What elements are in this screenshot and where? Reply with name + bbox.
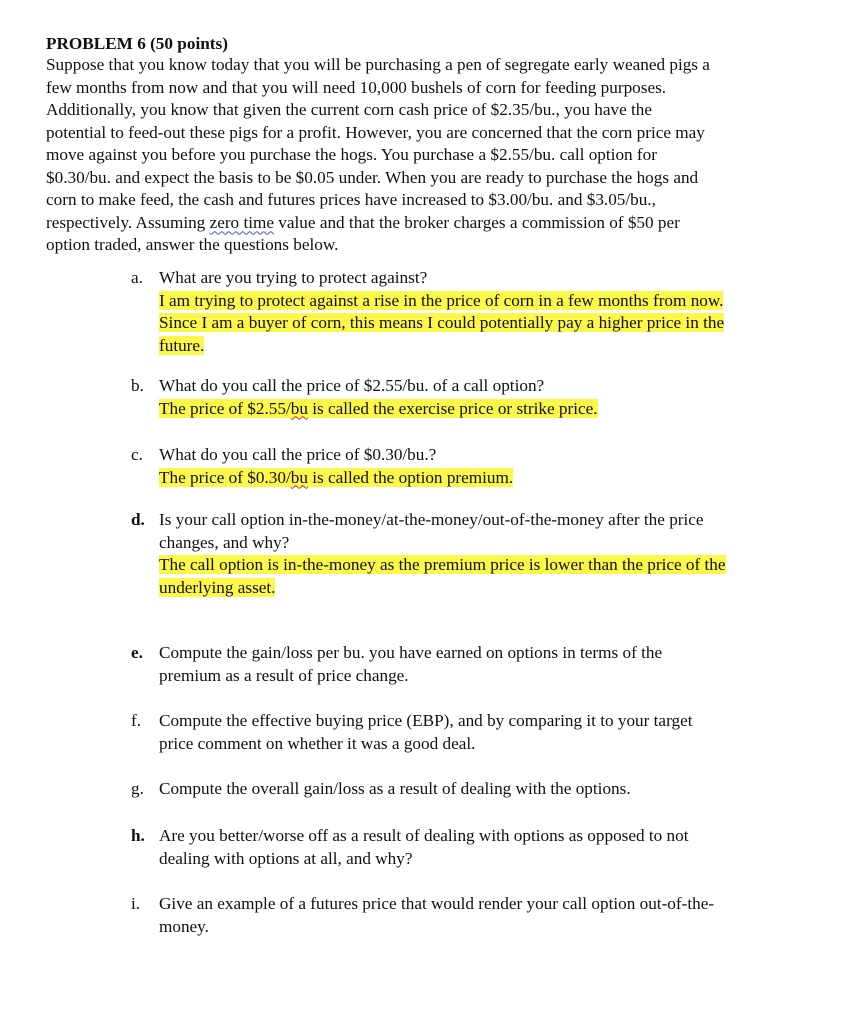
question-text: price comment on whether it was a good deal. xyxy=(159,733,476,753)
question-label: h. xyxy=(131,826,145,845)
question-c xyxy=(131,444,821,489)
question-text: dealing with options at all, and why? xyxy=(159,848,413,868)
answer-c xyxy=(159,467,821,490)
problem-intro xyxy=(46,54,816,257)
question-f xyxy=(131,710,821,755)
question-text: Is your call option in-the-money/at-the-money/out-of-the-money after the price xyxy=(159,510,704,529)
intro-line: $0.30/bu. and expect the basis to be $0.05 under. When you are ready to purchase the hogs and xyxy=(46,167,699,187)
highlighted-answer-line: I am trying to protect against a rise in the price of corn in a few months from now. xyxy=(159,290,724,310)
intro-line: move against you before you purchase the hogs. You purchase a $2.55/bu. call option for xyxy=(46,145,657,164)
answer-text: is called the exercise price or strike price. xyxy=(307,398,598,418)
question-text: What are you trying to protect against? xyxy=(159,268,428,287)
question-i xyxy=(131,893,821,938)
question-text: premium as a result of price change. xyxy=(159,665,409,685)
intro-text: value and that the broker charges a commission of $50 per xyxy=(274,212,680,232)
highlighted-answer-line xyxy=(159,399,598,418)
question-text: What do you call the price of $2.55/bu. of a call option? xyxy=(159,376,545,395)
intro-line: Additionally, you know that given the current corn cash price of $2.35/bu., you have the xyxy=(46,100,653,119)
grammar-flagged-phrase[interactable]: zero time xyxy=(209,212,274,232)
spelling-flagged-word[interactable]: bu xyxy=(290,467,308,487)
intro-line: potential to feed-out these pigs for a profit. However, you are concerned that the corn price may xyxy=(46,122,705,142)
question-text: Compute the overall gain/loss as a result of dealing with the options. xyxy=(159,779,631,798)
answer-b xyxy=(159,398,821,421)
answer-d xyxy=(159,554,821,599)
question-a xyxy=(131,267,821,357)
question-text: Are you better/worse off as a result of dealing with options as opposed to not xyxy=(159,826,689,845)
question-d xyxy=(131,509,821,599)
intro-line: option traded, answer the questions below. xyxy=(46,235,339,254)
problem-title: PROBLEM 6 (50 points) xyxy=(46,34,228,53)
question-label: g. xyxy=(131,779,144,798)
question-text: changes, and why? xyxy=(159,532,290,552)
question-text: Compute the effective buying price (EBP), and by comparing it to your target xyxy=(159,711,693,730)
question-text: Compute the gain/loss per bu. you have earned on options in terms of the xyxy=(159,643,663,662)
intro-line: corn to make feed, the cash and futures prices have increased to $3.00/bu. and $3.05/bu., xyxy=(46,190,656,209)
question-b xyxy=(131,375,821,420)
highlighted-answer-line xyxy=(159,468,513,487)
answer-a xyxy=(159,290,821,358)
question-text: Give an example of a futures price that would render your call option out-of-the- xyxy=(159,894,715,913)
question-label: a. xyxy=(131,268,143,287)
intro-line: few months from now and that you will need 10,000 bushels of corn for feeding purposes. xyxy=(46,77,667,97)
question-label: f. xyxy=(131,711,142,730)
question-label: d. xyxy=(131,510,145,529)
question-g xyxy=(131,778,821,801)
highlighted-answer-line: The call option is in-the-money as the premium price is lower than the price of the xyxy=(159,555,726,574)
question-label: i. xyxy=(131,894,141,913)
question-text: money. xyxy=(159,916,209,936)
question-e xyxy=(131,642,821,687)
answer-text: is called the option premium. xyxy=(307,467,514,487)
highlighted-answer-line: future. xyxy=(159,335,205,355)
highlighted-answer-line: underlying asset. xyxy=(159,577,276,597)
answer-text: The price of $0.30/ xyxy=(159,467,291,487)
spelling-flagged-word[interactable]: bu xyxy=(290,398,308,418)
intro-text: respectively. Assuming xyxy=(46,212,210,232)
intro-line: Suppose that you know today that you will be purchasing a pen of segregate early weaned pigs a xyxy=(46,55,710,74)
question-label: c. xyxy=(131,445,143,464)
question-label: b. xyxy=(131,376,144,395)
highlighted-answer-line: Since I am a buyer of corn, this means I could potentially pay a higher price in the xyxy=(159,313,725,332)
answer-text: The price of $2.55/ xyxy=(159,398,291,418)
question-label: e. xyxy=(131,643,143,662)
intro-line xyxy=(46,212,816,235)
question-text: What do you call the price of $0.30/bu.? xyxy=(159,445,437,464)
question-h xyxy=(131,825,821,870)
